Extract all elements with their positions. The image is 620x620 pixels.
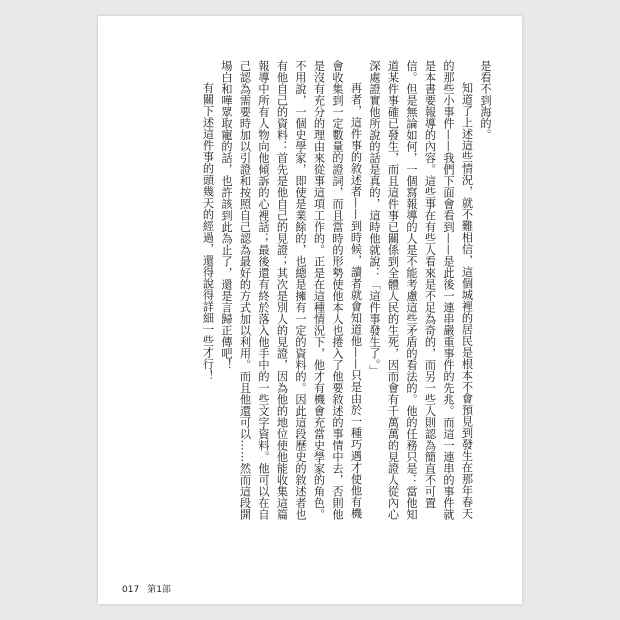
paragraph-1: 是看不到海的。 xyxy=(479,60,492,141)
book-page xyxy=(98,16,522,604)
page-footer xyxy=(122,582,171,595)
paragraph-3: 再者，這件事的敘述者——到時候，讀者就會知道他——只是由於一種巧遇才使他有機會收集到一定數量的證詞，而且當時的形勢使他本人也捲入了他要敘述的事情中去，否則他是沒有充分的理由來從事這項工作的。正是在這種情況下，他才有機會充當史學家的角色。不用說，一個史學家，即使是業餘的，也總是擁有一定的資料的。因此這段歷史的敘述者也有他自己的資料：首先是他自己的見證；其次是別人的見證，因為他的地位使他能收集這篇報導中所有人物向他傾訴的心裡話；最後還有終於落入他手中的一些文字資料。他可以在自己認為需要時加以引證和按照自己認為最好的方式加以利用。而且他還可以……然而這段開場白和嘩眾取寵的話，也許該到此為止了，還是言歸正傳吧！ xyxy=(220,60,363,520)
vertical-text-body xyxy=(122,60,494,530)
chapter-label: 第1部 xyxy=(147,585,171,595)
paragraph-4: 有關下述這件事的頭幾天的經過，還得說得詳細一些才行！ xyxy=(201,82,215,382)
page-number: 017 xyxy=(122,585,140,595)
paragraph-2: 知道了上述這些情況，就不難相信，這個城裡的居民是根本不會預見到發生在那年春天的那些小事件——我們下面會看到——是此後一連串嚴重事件的先兆。而這一連串的事件就是本書要報導的內容。這些事在有些人看來是不足為奇的，而另一些人則認為簡直不可置信。但是無論如何，一個寫報導的人是不能考慮這些矛盾的看法的。他的任務只是：當他知道某件事確已發生，而且這件事已關係到全體人民的生死，因而會有千萬萬的見證人從內心深處證實他所說的話是真的，這時他就說：「這件事發生了。」 xyxy=(368,60,474,520)
